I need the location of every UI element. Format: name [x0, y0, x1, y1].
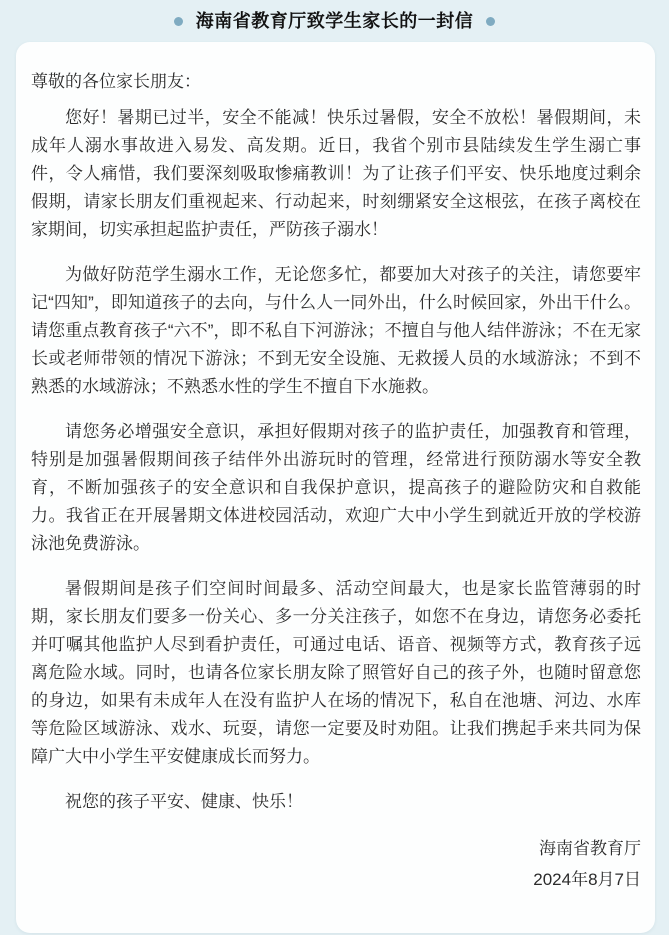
- letter-signer: 海南省教育厅: [539, 839, 641, 858]
- letter-paragraph-1: 您好！暑期已过半，安全不能减！快乐过暑假，安全不放松！暑假期间，未成年人溺水事故进入易发、高发期。近日，我省个别市县陆续发生学生溺亡事件，令人痛惜，我们要深刻吸取惨痛教训！为了让孩子们平安、快乐地度过剩余假期，请家长朋友们重视起来、行动起来，时刻绷紧安全这根弦，在孩子离校在家期间，切实承担起监护责任，严防孩子溺水！: [31, 108, 641, 239]
- letter-greeting: 尊敬的各位家长朋友：: [31, 72, 201, 91]
- letter-card: [16, 42, 655, 933]
- letter-paragraph-4: 暑假期间是孩子们空间时间最多、活动空间最大，也是家长监管薄弱的时期，家长朋友们要多一份关心、多一分关注孩子，如您不在身边，请您务必委托并叮嘱其他监护人尽到看护责任，可通过电话、语音、视频等方式，教育孩子远离危险水域。同时，也请各位家长朋友除了照管好自己的孩子外，也随时留意您的身边，如果有未成年人在没有监护人在场的情况下，私自在池塘、河边、水库等危险区域游泳、戏水、玩耍，请您一定要及时劝阻。让我们携起手来共同为保障广大中小学生平安健康成长而努力。: [31, 579, 641, 766]
- page-header: [0, 0, 669, 42]
- letter-paragraph-3: 请您务必增强安全意识，承担好假期对孩子的监护责任，加强教育和管理，特别是加强暑假期间孩子结伴外出游玩时的管理，经常进行预防溺水等安全教育，不断加强孩子的安全意识和自我保护意识，提高孩子的避险防灾和自救能力。我省正在开展暑期文体进校园活动，欢迎广大中小学生到就近开放的学校游泳池免费游泳。: [31, 422, 641, 553]
- bullet-dot-icon: [174, 17, 183, 26]
- letter-date: 2024年8月7日: [533, 870, 641, 889]
- letter-signature-block: [31, 833, 641, 895]
- bullet-dot-icon: [486, 17, 495, 26]
- page-title: 海南省教育厅致学生家长的一封信: [195, 11, 474, 31]
- letter-wish: 祝您的孩子平安、健康、快乐！: [65, 792, 303, 811]
- letter-paragraph-2: 为做好防范学生溺水工作，无论您多忙，都要加大对孩子的关注，请您要牢记“四知”，即知道孩子的去向，与什么人一同外出，什么时候回家，外出干什么。请您重点教育孩子“六不”，即不私自下河游泳；不擅自与他人结伴游泳；不在无家长或老师带领的情况下游泳；不到无安全设施、无救援人员的水域游泳；不到不熟悉的水域游泳；不熟悉水性的学生不擅自下水施救。: [31, 265, 641, 396]
